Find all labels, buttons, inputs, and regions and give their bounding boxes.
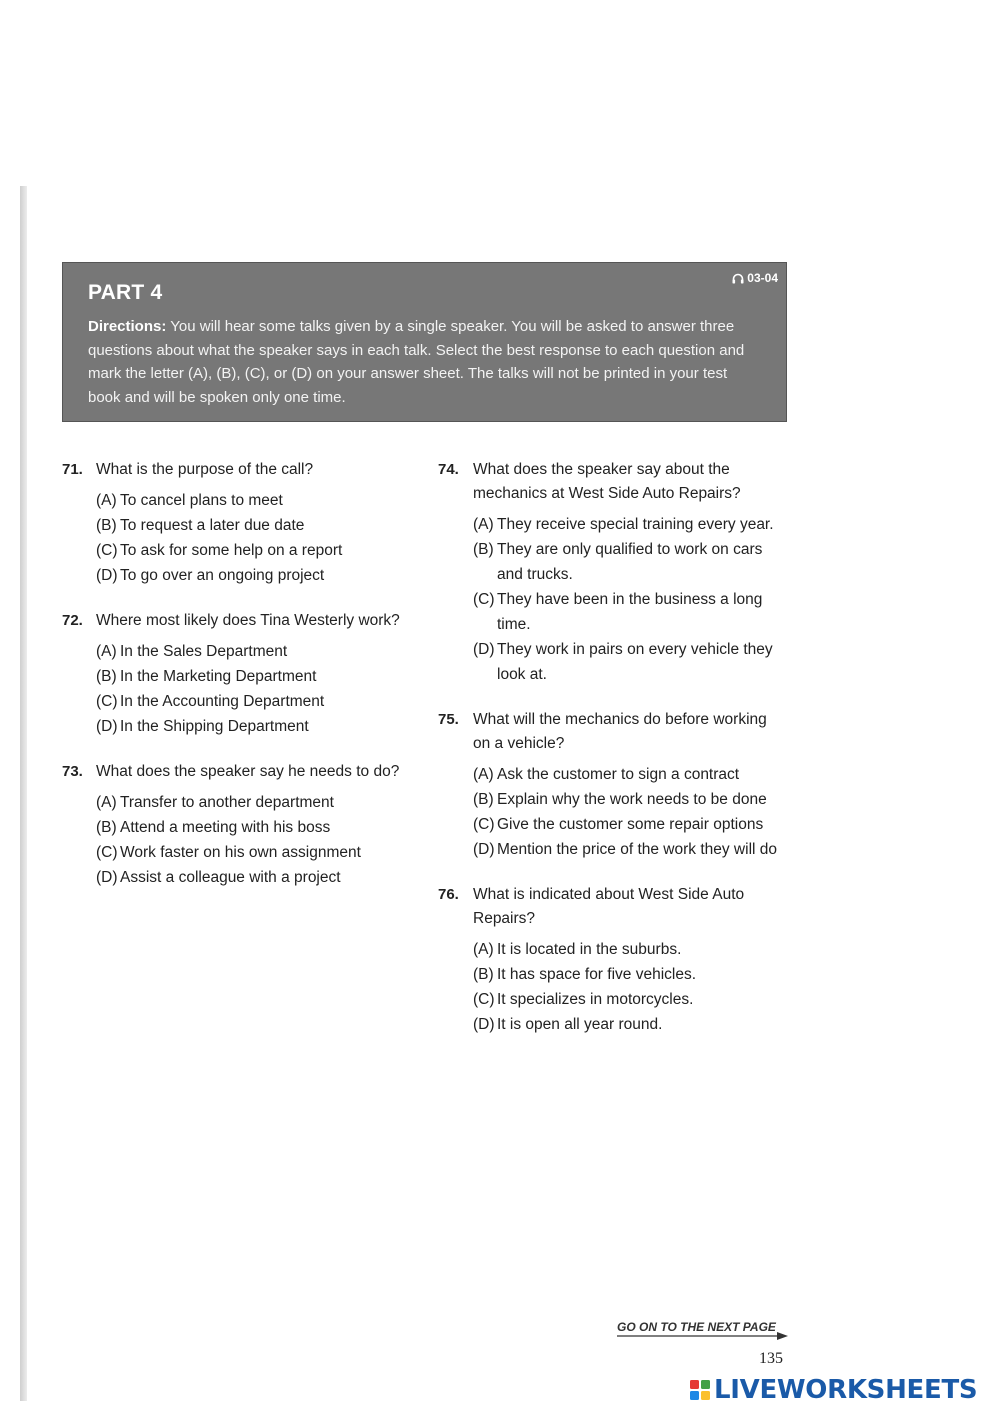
option-text: In the Sales Department <box>120 643 288 660</box>
option-letter: (B) <box>96 819 117 836</box>
answer-option[interactable] <box>473 837 788 862</box>
question-header <box>62 609 422 633</box>
answer-option[interactable] <box>96 538 422 563</box>
question-71 <box>62 458 422 588</box>
answer-option[interactable] <box>473 587 788 637</box>
option-text: It has space for five vehicles. <box>497 966 697 983</box>
option-text: Mention the price of the work they will do <box>497 841 777 858</box>
question-text: What is the purpose of the call? <box>96 461 314 478</box>
answer-option[interactable] <box>473 812 788 837</box>
option-letter: (D) <box>96 567 118 584</box>
option-text: In the Marketing Department <box>120 668 317 685</box>
question-number: 72. <box>62 612 83 629</box>
answer-option[interactable] <box>473 537 788 587</box>
answer-option[interactable] <box>473 637 788 687</box>
option-text: It is open all year round. <box>497 1016 663 1033</box>
answer-options <box>438 512 788 687</box>
option-letter: (D) <box>96 869 118 886</box>
option-text: It specializes in motorcycles. <box>497 991 694 1008</box>
question-number: 74. <box>438 461 459 478</box>
questions-right-column <box>438 458 788 1058</box>
question-number: 73. <box>62 763 83 780</box>
answer-option[interactable] <box>96 689 422 714</box>
option-text: They work in pairs on every vehicle they look at. <box>497 641 773 683</box>
option-text: To cancel plans to meet <box>120 492 283 509</box>
directions-text: You will hear some talks given by a single speaker. You will be asked to answer three questions about what the speaker says in each talk. Select the best response to each question and mark the letter (A), (B), (C), or (D) on your answer sheet. The talks will not be printed in your test book and will be spoken only one time. <box>88 318 745 406</box>
question-text: Where most likely does Tina Westerly work? <box>96 612 400 629</box>
answer-option[interactable] <box>96 563 422 588</box>
directions-label: Directions: <box>88 318 167 335</box>
option-letter: (D) <box>473 641 495 658</box>
directions <box>88 315 753 409</box>
answer-option[interactable] <box>473 787 788 812</box>
question-74 <box>438 458 788 687</box>
option-letter: (C) <box>96 542 118 559</box>
part-header <box>62 262 787 422</box>
option-letter: (A) <box>473 766 494 783</box>
answer-options <box>62 488 422 588</box>
answer-option[interactable] <box>473 512 788 537</box>
scan-page-edge <box>20 186 27 1401</box>
option-letter: (A) <box>96 492 117 509</box>
option-letter: (D) <box>96 718 118 735</box>
question-number: 76. <box>438 886 459 903</box>
answer-option[interactable] <box>96 664 422 689</box>
answer-option[interactable] <box>96 865 422 890</box>
question-number: 75. <box>438 711 459 728</box>
option-letter: (C) <box>473 991 495 1008</box>
answer-option[interactable] <box>473 1012 788 1037</box>
answer-options <box>438 937 788 1037</box>
option-text: Work faster on his own assignment <box>120 844 361 861</box>
question-header <box>438 883 788 931</box>
option-text: In the Shipping Department <box>120 718 309 735</box>
go-on-next-page: GO ON TO THE NEXT PAGE <box>617 1320 776 1334</box>
liveworksheets-logo-icon <box>690 1380 710 1400</box>
option-letter: (B) <box>473 966 494 983</box>
question-header <box>438 458 788 506</box>
option-letter: (C) <box>473 816 495 833</box>
option-letter: (C) <box>473 591 495 608</box>
question-text: What does the speaker say he needs to do? <box>96 763 400 780</box>
watermark-text: LIVEWORKSHEETS <box>714 1375 978 1405</box>
option-letter: (A) <box>96 794 117 811</box>
answer-option[interactable] <box>96 714 422 739</box>
option-text: They have been in the business a long time. <box>497 591 763 633</box>
question-text: What is indicated about West Side Auto Repairs? <box>473 886 745 927</box>
question-72 <box>62 609 422 739</box>
answer-option[interactable] <box>473 962 788 987</box>
option-letter: (B) <box>473 791 494 808</box>
question-header <box>438 708 788 756</box>
liveworksheets-watermark <box>690 1375 977 1405</box>
question-header <box>62 760 422 784</box>
option-letter: (B) <box>96 668 117 685</box>
answer-option[interactable] <box>96 840 422 865</box>
answer-options <box>62 639 422 739</box>
option-text: To ask for some help on a report <box>120 542 343 559</box>
option-text: Explain why the work needs to be done <box>497 791 767 808</box>
option-text: Ask the customer to sign a contract <box>497 766 740 783</box>
question-number: 71. <box>62 461 83 478</box>
answer-option[interactable] <box>473 987 788 1012</box>
option-letter: (D) <box>473 841 495 858</box>
headphones-icon <box>732 273 744 284</box>
option-text: In the Accounting Department <box>120 693 325 710</box>
option-text: Give the customer some repair options <box>497 816 764 833</box>
question-73 <box>62 760 422 890</box>
answer-option[interactable] <box>96 488 422 513</box>
answer-option[interactable] <box>473 937 788 962</box>
answer-options <box>438 762 788 862</box>
audio-track-number: 03-04 <box>747 271 778 285</box>
answer-option[interactable] <box>96 815 422 840</box>
question-text: What does the speaker say about the mechanics at West Side Auto Repairs? <box>473 461 741 502</box>
option-text: Transfer to another department <box>120 794 334 811</box>
option-letter: (C) <box>96 844 118 861</box>
option-text: They are only qualified to work on cars and trucks. <box>497 541 763 583</box>
option-text: Assist a colleague with a project <box>120 869 341 886</box>
option-letter: (B) <box>473 541 494 558</box>
option-letter: (D) <box>473 1016 495 1033</box>
option-text: Attend a meeting with his boss <box>120 819 331 836</box>
option-letter: (A) <box>473 941 494 958</box>
audio-track-ref <box>732 271 778 285</box>
option-text: It is located in the suburbs. <box>497 941 682 958</box>
option-letter: (A) <box>473 516 494 533</box>
option-letter: (C) <box>96 693 118 710</box>
option-text: They receive special training every year. <box>497 516 774 533</box>
question-76 <box>438 883 788 1037</box>
arrow-right-icon <box>617 1331 789 1341</box>
question-header <box>62 458 422 482</box>
question-75 <box>438 708 788 862</box>
page-number: 135 <box>759 1350 783 1367</box>
option-letter: (B) <box>96 517 117 534</box>
answer-option[interactable] <box>473 762 788 787</box>
option-text: To request a later due date <box>120 517 305 534</box>
part-title: PART 4 <box>88 281 163 304</box>
answer-options <box>62 790 422 890</box>
question-text: What will the mechanics do before working on a vehicle? <box>473 711 767 752</box>
questions-left-column <box>62 458 422 911</box>
answer-option[interactable] <box>96 790 422 815</box>
answer-option[interactable] <box>96 639 422 664</box>
answer-option[interactable] <box>96 513 422 538</box>
option-letter: (A) <box>96 643 117 660</box>
option-text: To go over an ongoing project <box>120 567 325 584</box>
